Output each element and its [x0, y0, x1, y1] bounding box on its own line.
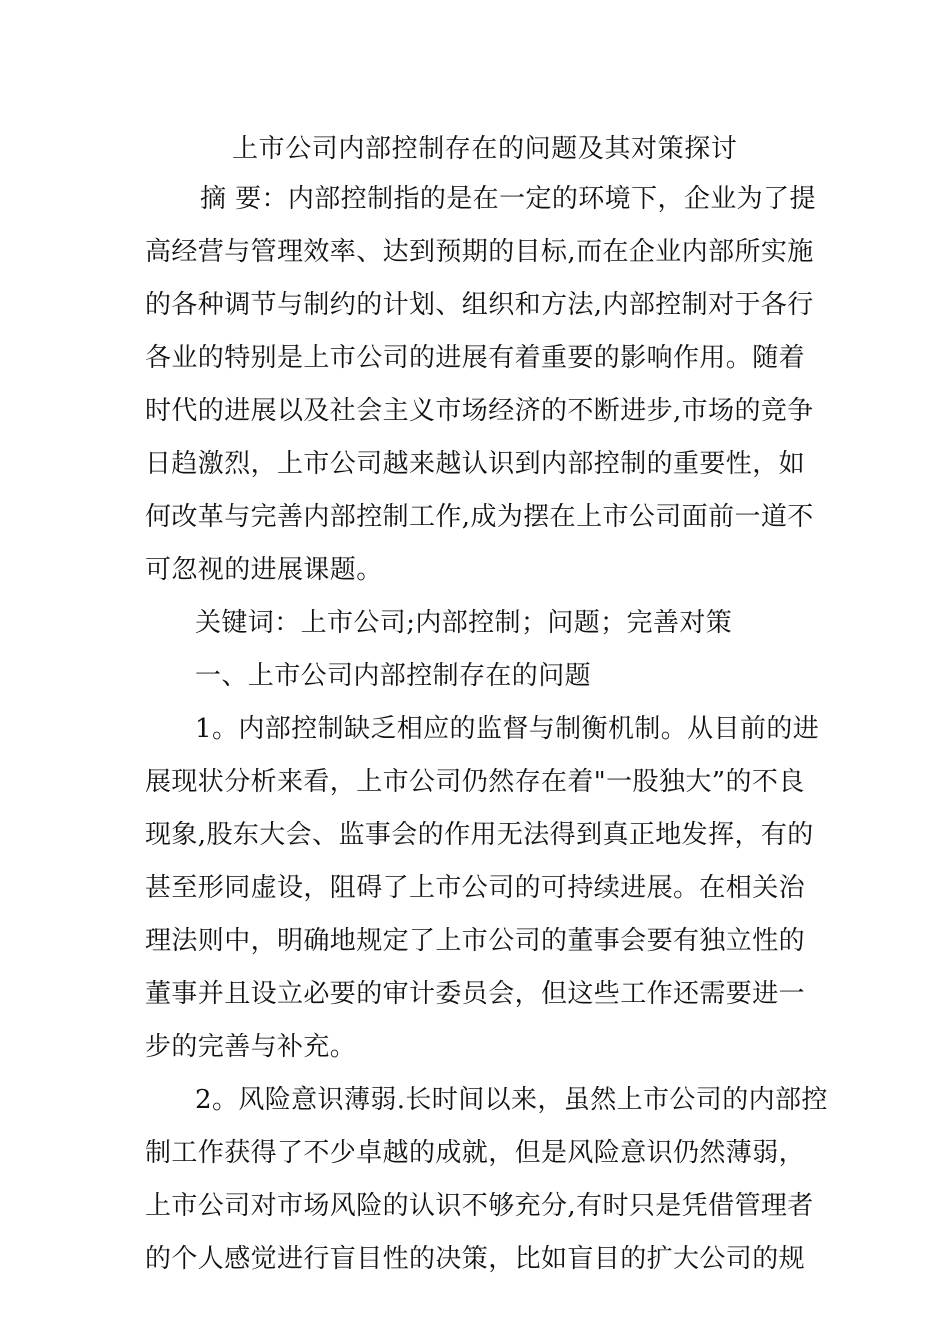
paragraph-2-line-4: 的个人感觉进行盲目性的决策，比如盲目的扩大公司的规 [145, 1244, 806, 1274]
paragraph-1-line-1: 1。内部控制缺乏相应的监督与制衡机制。从目前的进 [195, 714, 820, 744]
paragraph-1-line-5: 理法则中，明确地规定了上市公司的董事会要有独立性的 [145, 926, 806, 956]
abstract-line-3: 的各种调节与制约的计划、组织和方法,内部控制对于各行 [145, 290, 814, 320]
abstract-line-8: 可忽视的进展课题。 [145, 555, 383, 585]
paragraph-1-line-4: 甚至形同虚设，阻碍了上市公司的可持续进展。在相关治 [145, 873, 806, 903]
paragraph-2-line-2: 制工作获得了不少卓越的成就，但是风险意识仍然薄弱， [145, 1138, 806, 1168]
abstract-line-4: 各业的特别是上市公司的进展有着重要的影响作用。随着 [145, 343, 806, 373]
paragraph-2-line-1: 2。风险意识薄弱.长时间以来，虽然上市公司的内部控 [195, 1085, 828, 1115]
paragraph-1-line-2: 展现状分析来看，上市公司仍然存在着"一股独大”的不良 [145, 767, 805, 797]
document-title: 上市公司内部控制存在的问题及其对策探讨 [232, 134, 738, 164]
abstract-line-7: 何改革与完善内部控制工作,成为摆在上市公司面前一道不 [145, 502, 814, 532]
abstract-line-1: 摘 要：内部控制指的是在一定的环境下，企业为了提 [200, 184, 816, 214]
paragraph-1-line-7: 步的完善与补充。 [145, 1032, 357, 1062]
keywords-line: 关键词：上市公司;内部控制；问题；完善对策 [195, 608, 733, 638]
paragraph-1-line-3: 现象,股东大会、监事会的作用无法得到真正地发挥，有的 [145, 820, 814, 850]
abstract-line-2: 高经营与管理效率、达到预期的目标,而在企业内部所实施 [145, 237, 814, 267]
section-heading-1: 一、上市公司内部控制存在的问题 [195, 661, 592, 691]
abstract-line-5: 时代的进展以及社会主义市场经济的不断进步,市场的竞争 [145, 396, 814, 426]
abstract-line-6: 日趋激烈，上市公司越来越认识到内部控制的重要性，如 [145, 449, 806, 479]
paragraph-1-line-6: 董事并且设立必要的审计委员会，但这些工作还需要进一 [145, 979, 806, 1009]
paragraph-2-line-3: 上市公司对市场风险的认识不够充分,有时只是凭借管理者 [145, 1191, 814, 1221]
